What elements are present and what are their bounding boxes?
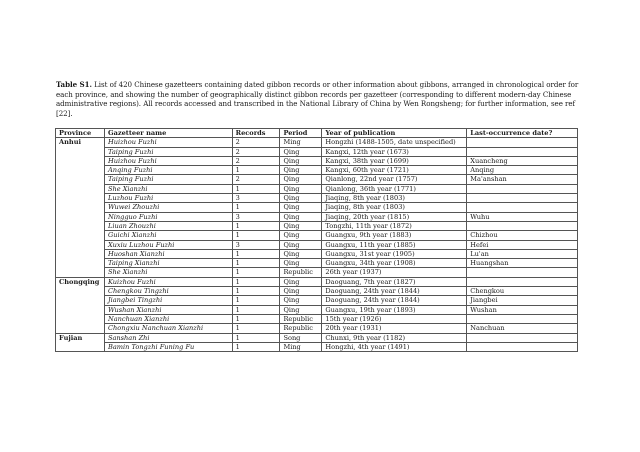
gazetteer-name-cell: Chengkou Tingzhi	[104, 287, 232, 296]
gazetteer-name-cell: Anqing Fuzhi	[104, 166, 232, 175]
records-cell: 1	[232, 221, 280, 230]
gazetteer-name-cell: Wuwei Zhouzhi	[104, 203, 232, 212]
year-cell: 26th year (1937)	[322, 268, 467, 277]
records-cell: 2	[232, 156, 280, 165]
records-cell: 1	[232, 305, 280, 314]
table-row	[56, 277, 578, 286]
province-cell: Fujian	[56, 333, 105, 352]
period-cell: Qing	[280, 305, 322, 314]
table-row	[56, 287, 578, 296]
gazetteer-name-cell: Guichi Xianzhi	[104, 231, 232, 240]
last-occurrence-cell: Huangshan	[467, 259, 578, 268]
records-cell: 3	[232, 212, 280, 221]
records-cell: 1	[232, 324, 280, 333]
table-row	[56, 333, 578, 342]
table-row	[56, 212, 578, 221]
table-row	[56, 324, 578, 333]
period-cell: Qing	[280, 296, 322, 305]
year-cell: Daoguang, 7th year (1827)	[322, 277, 467, 286]
records-cell: 2	[232, 138, 280, 147]
records-cell: 1	[232, 249, 280, 258]
last-occurrence-cell	[467, 203, 578, 212]
gazetteer-name-cell: Bamin Tongzhi Funing Fu	[104, 342, 232, 351]
header-records: Records	[232, 129, 280, 138]
records-cell: 1	[232, 259, 280, 268]
year-cell: Kangxi, 12th year (1673)	[322, 147, 467, 156]
last-occurrence-cell: Wuhu	[467, 212, 578, 221]
records-cell: 1	[232, 287, 280, 296]
period-cell: Qing	[280, 287, 322, 296]
records-cell: 1	[232, 184, 280, 193]
gazetteer-name-cell: Huizhou Fuzhi	[104, 138, 232, 147]
gazetteer-name-cell: Taiping Fuzhi	[104, 175, 232, 184]
last-occurrence-cell: Nanchuan	[467, 324, 578, 333]
last-occurrence-cell	[467, 333, 578, 342]
province-cell: Anhui	[56, 138, 105, 277]
period-cell: Qing	[280, 156, 322, 165]
gazetteer-name-cell: Liuan Zhouzhi	[104, 221, 232, 230]
last-occurrence-cell	[467, 194, 578, 203]
period-cell: Republic	[280, 324, 322, 333]
last-occurrence-cell	[467, 268, 578, 277]
year-cell: Daoguang, 24th year (1844)	[322, 296, 467, 305]
records-cell: 2	[232, 147, 280, 156]
gazetteer-name-cell: Nanchuan Xianzhi	[104, 314, 232, 323]
records-cell: 1	[232, 231, 280, 240]
year-cell: Chunxi, 9th year (1182)	[322, 333, 467, 342]
period-cell: Qing	[280, 194, 322, 203]
gazetteer-name-cell: She Xianzhi	[104, 184, 232, 193]
gazetteer-name-cell: Xuxiu Luzhou Fuzhi	[104, 240, 232, 249]
last-occurrence-cell	[467, 221, 578, 230]
period-cell: Ming	[280, 342, 322, 351]
records-cell: 1	[232, 268, 280, 277]
gazetteer-name-cell: Wushan Xianzhi	[104, 305, 232, 314]
gazetteer-name-cell: She Xianzhi	[104, 268, 232, 277]
period-cell: Qing	[280, 221, 322, 230]
last-occurrence-cell: Hefei	[467, 240, 578, 249]
period-cell: Qing	[280, 212, 322, 221]
period-cell: Qing	[280, 277, 322, 286]
caption-text: List of 420 Chinese gazetteers containing dated gibbon records or other information about gibbons, arranged in chronological order for each province, and showing the number of geographically distinct gibbon records per gazetteer (corresponding to different modern-day Chinese administrative regions). All records accessed and transcribed in the National Library of China by Wen Rongsheng; for further information, see ref [22].	[56, 80, 579, 118]
table-row	[56, 240, 578, 249]
table-row	[56, 268, 578, 277]
table-row	[56, 231, 578, 240]
caption-label: Table S1.	[56, 80, 92, 89]
province-cell: Chongqing	[56, 277, 105, 333]
year-cell: Daoguang, 24th year (1844)	[322, 287, 467, 296]
gazetteer-table	[55, 128, 578, 352]
table-body	[56, 138, 578, 352]
records-cell: 1	[232, 296, 280, 305]
period-cell: Qing	[280, 231, 322, 240]
table-row	[56, 305, 578, 314]
last-occurrence-cell	[467, 342, 578, 351]
table-row	[56, 203, 578, 212]
header-row	[56, 129, 578, 138]
table-row	[56, 156, 578, 165]
year-cell: Qianlong, 36th year (1771)	[322, 184, 467, 193]
last-occurrence-cell: Jiangbei	[467, 296, 578, 305]
year-cell: 15th year (1926)	[322, 314, 467, 323]
header-year: Year of publication	[322, 129, 467, 138]
period-cell: Republic	[280, 268, 322, 277]
gazetteer-name-cell: Taiping Xianzhi	[104, 259, 232, 268]
records-cell: 1	[232, 166, 280, 175]
year-cell: Guangxu, 11th year (1885)	[322, 240, 467, 249]
year-cell: Guangxu, 9th year (1883)	[322, 231, 467, 240]
last-occurrence-cell	[467, 138, 578, 147]
period-cell: Qing	[280, 184, 322, 193]
year-cell: Jiaqing, 8th year (1803)	[322, 194, 467, 203]
records-cell: 1	[232, 342, 280, 351]
records-cell: 2	[232, 175, 280, 184]
gazetteer-name-cell: Huizhou Fuzhi	[104, 156, 232, 165]
records-cell: 1	[232, 314, 280, 323]
table-row	[56, 342, 578, 351]
table-row	[56, 259, 578, 268]
period-cell: Qing	[280, 259, 322, 268]
year-cell: Kangxi, 60th year (1721)	[322, 166, 467, 175]
year-cell: 20th year (1931)	[322, 324, 467, 333]
last-occurrence-cell: Wushan	[467, 305, 578, 314]
last-occurrence-cell: Chizhou	[467, 231, 578, 240]
year-cell: Guangxu, 31st year (1905)	[322, 249, 467, 258]
header-last-occurrence: Last-occurrence date?	[467, 129, 578, 138]
year-cell: Guangxu, 34th year (1908)	[322, 259, 467, 268]
table-row	[56, 249, 578, 258]
last-occurrence-cell: Anqing	[467, 166, 578, 175]
table-row	[56, 166, 578, 175]
gazetteer-name-cell: Chongxiu Nanchuan Xianzhi	[104, 324, 232, 333]
year-cell: Jiaqing, 20th year (1815)	[322, 212, 467, 221]
records-cell: 3	[232, 240, 280, 249]
last-occurrence-cell	[467, 147, 578, 156]
period-cell: Republic	[280, 314, 322, 323]
records-cell: 1	[232, 277, 280, 286]
table-row	[56, 194, 578, 203]
table-row	[56, 138, 578, 147]
year-cell: Tongzhi, 11th year (1872)	[322, 221, 467, 230]
header-province: Province	[56, 129, 105, 138]
gazetteer-name-cell: Taiping Fuzhi	[104, 147, 232, 156]
period-cell: Song	[280, 333, 322, 342]
gazetteer-name-cell: Luzhou Fuzhi	[104, 194, 232, 203]
header-period: Period	[280, 129, 322, 138]
period-cell: Ming	[280, 138, 322, 147]
header-gazetteer-name: Gazetteer name	[104, 129, 232, 138]
year-cell: Hongzhi, 4th year (1491)	[322, 342, 467, 351]
last-occurrence-cell: Chengkou	[467, 287, 578, 296]
gazetteer-name-cell: Sanshan Zhi	[104, 333, 232, 342]
year-cell: Guangxu, 19th year (1893)	[322, 305, 467, 314]
last-occurrence-cell: Lu'an	[467, 249, 578, 258]
period-cell: Qing	[280, 249, 322, 258]
last-occurrence-cell: Ma'anshan	[467, 175, 578, 184]
table-row	[56, 147, 578, 156]
year-cell: Qianlong, 22nd year (1757)	[322, 175, 467, 184]
period-cell: Qing	[280, 240, 322, 249]
table-row	[56, 314, 578, 323]
last-occurrence-cell	[467, 277, 578, 286]
year-cell: Jiaqing, 8th year (1803)	[322, 203, 467, 212]
last-occurrence-cell	[467, 314, 578, 323]
period-cell: Qing	[280, 203, 322, 212]
gazetteer-name-cell: Ningguo Fuzhi	[104, 212, 232, 221]
table-row	[56, 175, 578, 184]
year-cell: Hongzhi (1488-1505, date unspecified)	[322, 138, 467, 147]
last-occurrence-cell	[467, 184, 578, 193]
gazetteer-name-cell: Jiangbei Tingzhi	[104, 296, 232, 305]
last-occurrence-cell: Xuancheng	[467, 156, 578, 165]
records-cell: 1	[232, 333, 280, 342]
gazetteer-name-cell: Huoshan Xianzhi	[104, 249, 232, 258]
records-cell: 1	[232, 203, 280, 212]
year-cell: Kangxi, 38th year (1699)	[322, 156, 467, 165]
records-cell: 3	[232, 194, 280, 203]
table-row	[56, 184, 578, 193]
table-row	[56, 221, 578, 230]
table-row	[56, 296, 578, 305]
gazetteer-name-cell: Kuizhou Fuzhi	[104, 277, 232, 286]
period-cell: Qing	[280, 175, 322, 184]
period-cell: Qing	[280, 147, 322, 156]
table-caption	[56, 80, 582, 118]
period-cell: Qing	[280, 166, 322, 175]
